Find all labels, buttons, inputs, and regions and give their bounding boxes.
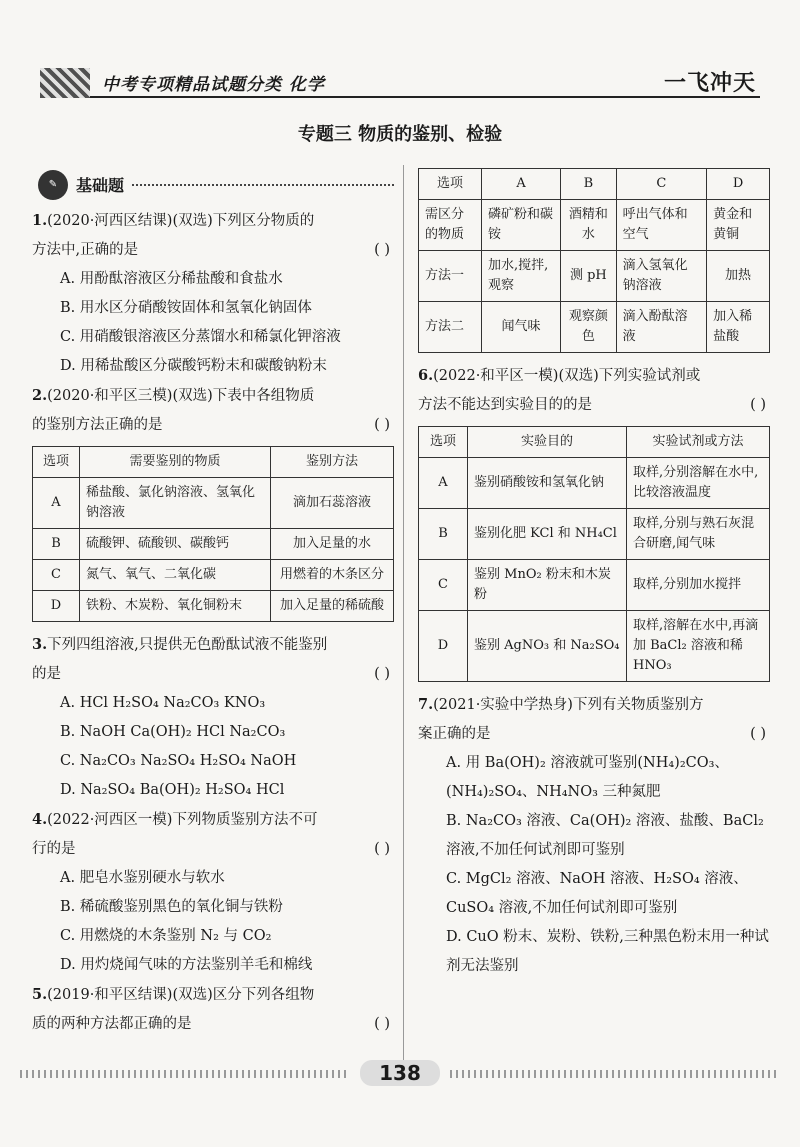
table-cell: 取样,溶解在水中,再滴加 BaCl₂ 溶液和稀 HNO₃ [627,611,770,682]
page-number: 138 [360,1060,440,1086]
table-header-cell: 实验目的 [468,427,627,458]
table-cell: 稀盐酸、氯化钠溶液、氢氧化钠溶液 [80,478,271,529]
page-header [40,62,760,100]
table-cell: 滴入氢氧化钠溶液 [616,251,706,302]
table-row [33,591,394,622]
option-c: C. MgCl₂ 溶液、NaOH 溶液、H₂SO₄ 溶液、CuSO₄ 溶液,不加任何试剂即可鉴别 [446,871,748,916]
option-d: D. Na₂SO₄ Ba(OH)₂ H₂SO₄ HCl [60,782,285,798]
book-series-title: 中考专项精品试题分类 化学 [102,75,325,95]
table-row [419,302,770,353]
badge-dotted-line [132,184,394,186]
question-number: 2. [32,387,48,404]
question-number: 4. [32,811,48,828]
question-6 [418,361,770,682]
question-stem: (2021·实验中学热身)下列有关物质鉴别方 [433,697,704,713]
question-stem: 下列四组溶液,只提供无色酚酞试液不能鉴别 [47,637,328,653]
answer-bracket: ( ) [374,666,390,682]
question-number: 5. [32,986,48,1003]
table-cell: B [419,509,468,560]
table-cell: 加水,搅拌,观察 [482,251,561,302]
table-header-cell: 选项 [419,169,482,200]
table-cell: 取样,分别加水搅拌 [627,560,770,611]
table-cell: 鉴别硝酸铵和氢氧化钠 [468,458,627,509]
question-1 [32,206,394,381]
table-row [419,200,770,251]
question-stem: 行的是 [32,841,76,857]
q2-table [32,446,394,622]
question-stem: (2020·河西区结课)(双选)下列区分物质的 [47,213,315,229]
question-number: 1. [32,212,48,229]
question-stem: (2022·和平区一模)(双选)下列实验试剂或 [433,368,701,384]
option-c: C. 用燃烧的木条鉴别 N₂ 与 CO₂ [60,928,272,944]
table-cell: C [33,560,80,591]
table-row [419,251,770,302]
question-number: 7. [418,696,434,713]
basic-questions-badge [32,168,394,202]
option-d: D. 用灼烧闻气味的方法鉴别羊毛和棉线 [60,957,313,973]
option-c: C. 用硝酸银溶液区分蒸馏水和稀氯化钾溶液 [60,329,341,345]
table-cell: 取样,分别溶解在水中,比较溶液温度 [627,458,770,509]
table-cell: A [33,478,80,529]
question-stem: (2020·和平区三模)(双选)下表中各组物质 [47,388,315,404]
table-row [419,458,770,509]
table-cell: 鉴别化肥 KCl 和 NH₄Cl [468,509,627,560]
table-cell: 加热 [707,251,770,302]
table-cell: 氮气、氧气、二氧化碳 [80,560,271,591]
section-title: 专题三 物质的鉴别、检验 [297,124,503,145]
footer-pattern-right [450,1070,780,1078]
answer-bracket: ( ) [374,242,390,258]
question-3 [32,630,394,805]
table-row [33,560,394,591]
badge-label: 基础题 [76,175,125,195]
question-4 [32,805,394,980]
page-footer [0,1060,800,1086]
table-cell: 酒精和水 [561,200,617,251]
option-a: A. 用 Ba(OH)₂ 溶液就可鉴别(NH₄)₂CO₃、(NH₄)₂SO₄、NH₄NO₃ 三种氮肥 [446,755,729,800]
left-column [32,168,394,1039]
answer-bracket: ( ) [750,726,766,742]
option-a: A. HCl H₂SO₄ Na₂CO₃ KNO₃ [60,695,266,711]
question-2 [32,381,394,622]
table-row [33,529,394,560]
answer-bracket: ( ) [750,397,766,413]
question-5 [32,980,394,1039]
option-a: A. 肥皂水鉴别硬水与软水 [60,870,225,886]
table-cell: 鉴别 AgNO₃ 和 Na₂SO₄ [468,611,627,682]
question-stem: (2019·和平区结课)(双选)区分下列各组物 [47,987,315,1003]
question-number: 3. [32,636,48,653]
table-header-cell: A [482,169,561,200]
table-cell: 加入足量的稀硫酸 [271,591,394,622]
header-pattern-icon [40,68,90,98]
question-stem: 的是 [32,666,61,682]
brand-logo-text: 一飞冲天 [663,71,756,96]
badge-emblem-icon: ✎ [38,170,68,200]
answer-bracket: ( ) [374,417,390,433]
table-cell: 需区分的物质 [419,200,482,251]
table-cell: 呼出气体和空气 [616,200,706,251]
table-cell: 方法二 [419,302,482,353]
table-cell: 加入足量的水 [271,529,394,560]
table-cell: 滴加石蕊溶液 [271,478,394,529]
table-header-row [33,447,394,478]
column-divider [403,165,404,1063]
q6-table [418,426,770,682]
table-cell: 取样,分别与熟石灰混合研磨,闻气味 [627,509,770,560]
question-stem: 质的两种方法都正确的是 [32,1016,192,1032]
table-cell: 滴入酚酞溶液 [616,302,706,353]
table-cell: D [419,611,468,682]
option-d: D. CuO 粉末、炭粉、铁粉,三种黑色粉末用一种试剂无法鉴别 [446,929,769,974]
table-cell: 磷矿粉和碳铵 [482,200,561,251]
option-d: D. 用稀盐酸区分碳酸钙粉末和碳酸钠粉末 [60,358,327,374]
question-stem: 方法不能达到实验目的的是 [418,397,592,413]
question-stem: 的鉴别方法正确的是 [32,417,163,433]
table-header-cell: 鉴别方法 [271,447,394,478]
table-header-cell: 需要鉴别的物质 [80,447,271,478]
table-cell: D [33,591,80,622]
table-row [419,560,770,611]
table-row [33,478,394,529]
question-7 [418,690,770,981]
table-cell: C [419,560,468,611]
option-b: B. 用水区分硝酸铵固体和氢氧化钠固体 [60,300,312,316]
table-header-cell: 实验试剂或方法 [627,427,770,458]
answer-bracket: ( ) [374,1016,390,1032]
question-stem: (2022·河西区一模)下列物质鉴别方法不可 [47,812,318,828]
right-column [418,168,770,981]
q5-table [418,168,770,353]
table-cell: 黄金和黄铜 [707,200,770,251]
option-a: A. 用酚酞溶液区分稀盐酸和食盐水 [60,271,283,287]
table-cell: 观察颜色 [561,302,617,353]
table-cell: 加入稀盐酸 [707,302,770,353]
table-header-cell: C [616,169,706,200]
option-b: B. Na₂CO₃ 溶液、Ca(OH)₂ 溶液、盐酸、BaCl₂ 溶液,不加任何试剂即可鉴别 [446,813,764,858]
table-cell: 用燃着的木条区分 [271,560,394,591]
question-number: 6. [418,367,434,384]
question-stem: 方法中,正确的是 [32,242,139,258]
option-b: B. 稀硫酸鉴别黑色的氧化铜与铁粉 [60,899,283,915]
table-cell: A [419,458,468,509]
table-header-cell: 选项 [419,427,468,458]
table-header-row [419,427,770,458]
header-rule [90,96,760,98]
table-cell: 方法一 [419,251,482,302]
table-header-cell: B [561,169,617,200]
table-header-row [419,169,770,200]
table-cell: B [33,529,80,560]
table-cell: 闻气味 [482,302,561,353]
table-cell: 鉴别 MnO₂ 粉末和木炭粉 [468,560,627,611]
table-cell: 硫酸钾、硫酸钡、碳酸钙 [80,529,271,560]
answer-bracket: ( ) [374,841,390,857]
table-row [419,509,770,560]
table-header-cell: D [707,169,770,200]
option-b: B. NaOH Ca(OH)₂ HCl Na₂CO₃ [60,724,286,740]
table-cell: 铁粉、木炭粉、氧化铜粉末 [80,591,271,622]
question-stem: 案正确的是 [418,726,491,742]
option-c: C. Na₂CO₃ Na₂SO₄ H₂SO₄ NaOH [60,753,297,769]
footer-pattern-left [20,1070,350,1078]
table-row [419,611,770,682]
table-header-cell: 选项 [33,447,80,478]
table-cell: 测 pH [561,251,617,302]
